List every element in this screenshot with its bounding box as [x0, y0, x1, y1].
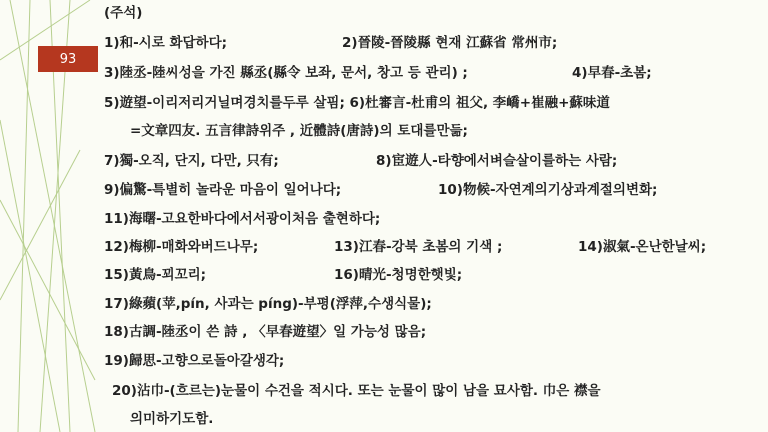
- note-item: 16)晴光-청명한햇빛;: [334, 267, 463, 283]
- slide-number: 93: [59, 51, 77, 67]
- note-item: 7)獨-오직, 단지, 다만, 只有;: [104, 153, 279, 169]
- note-item: 4)早春-초봄;: [572, 65, 652, 81]
- notes-heading: [104, 4, 142, 22]
- note-item: 18)古調-陸丞이 쓴 詩 , 〈早春遊望〉일 가능성 많음;: [104, 324, 427, 340]
- note-item: 3)陸丞-陸씨성을 가진 縣丞(縣令 보좌, 문서, 창고 등 관리) ;: [104, 65, 468, 81]
- note-item: 17)綠蘋(苹,pín, 사과는 píng)-부평(浮萍,수생식물);: [104, 296, 432, 312]
- note-item: 8)宦遊人-타향에서벼슬살이를하는 사람;: [376, 153, 618, 169]
- note-item: 20)沾巾-(흐르는)눈물이 수건을 적시다. 또는 눈물이 많이 남을 묘사함. 巾은 襟을: [112, 383, 601, 399]
- note-item: 14)淑氣-온난한날씨;: [578, 239, 707, 255]
- annotation-notes: [104, 0, 768, 432]
- slide-number-badge: [38, 46, 98, 72]
- note-item: 19)歸思-고향으로돌아갈생각;: [104, 353, 285, 369]
- note-item: 2)晉陵-晉陵縣 현재 江蘇省 常州市;: [342, 35, 558, 51]
- notes-heading-text: (주석): [104, 5, 143, 21]
- note-item: 9)偏驚-특별히 놀라운 마음이 일어나다;: [104, 182, 342, 198]
- note-item: =文章四友. 五言律詩위주 , 近體詩(唐詩)의 토대를만듦;: [130, 123, 468, 139]
- note-item: 10)物候-자연계의기상과계절의변화;: [438, 182, 658, 198]
- note-item: 의미하기도함.: [130, 411, 214, 427]
- note-item: 11)海曙-고요한바다에서서광이처음 출현하다;: [104, 211, 381, 227]
- note-item: 1)和-시로 화답하다;: [104, 35, 228, 51]
- note-item: 15)黃鳥-꾀꼬리;: [104, 267, 207, 283]
- note-item: 5)遊望-이리저리거닐며경치를두루 살핌; 6)杜審言-杜甫의 祖父, 李嶠+崔融+蘇味道: [104, 95, 610, 111]
- note-item: 13)江春-강북 초봄의 기색 ;: [334, 239, 503, 255]
- note-item: 12)梅柳-매화와버드나무;: [104, 239, 259, 255]
